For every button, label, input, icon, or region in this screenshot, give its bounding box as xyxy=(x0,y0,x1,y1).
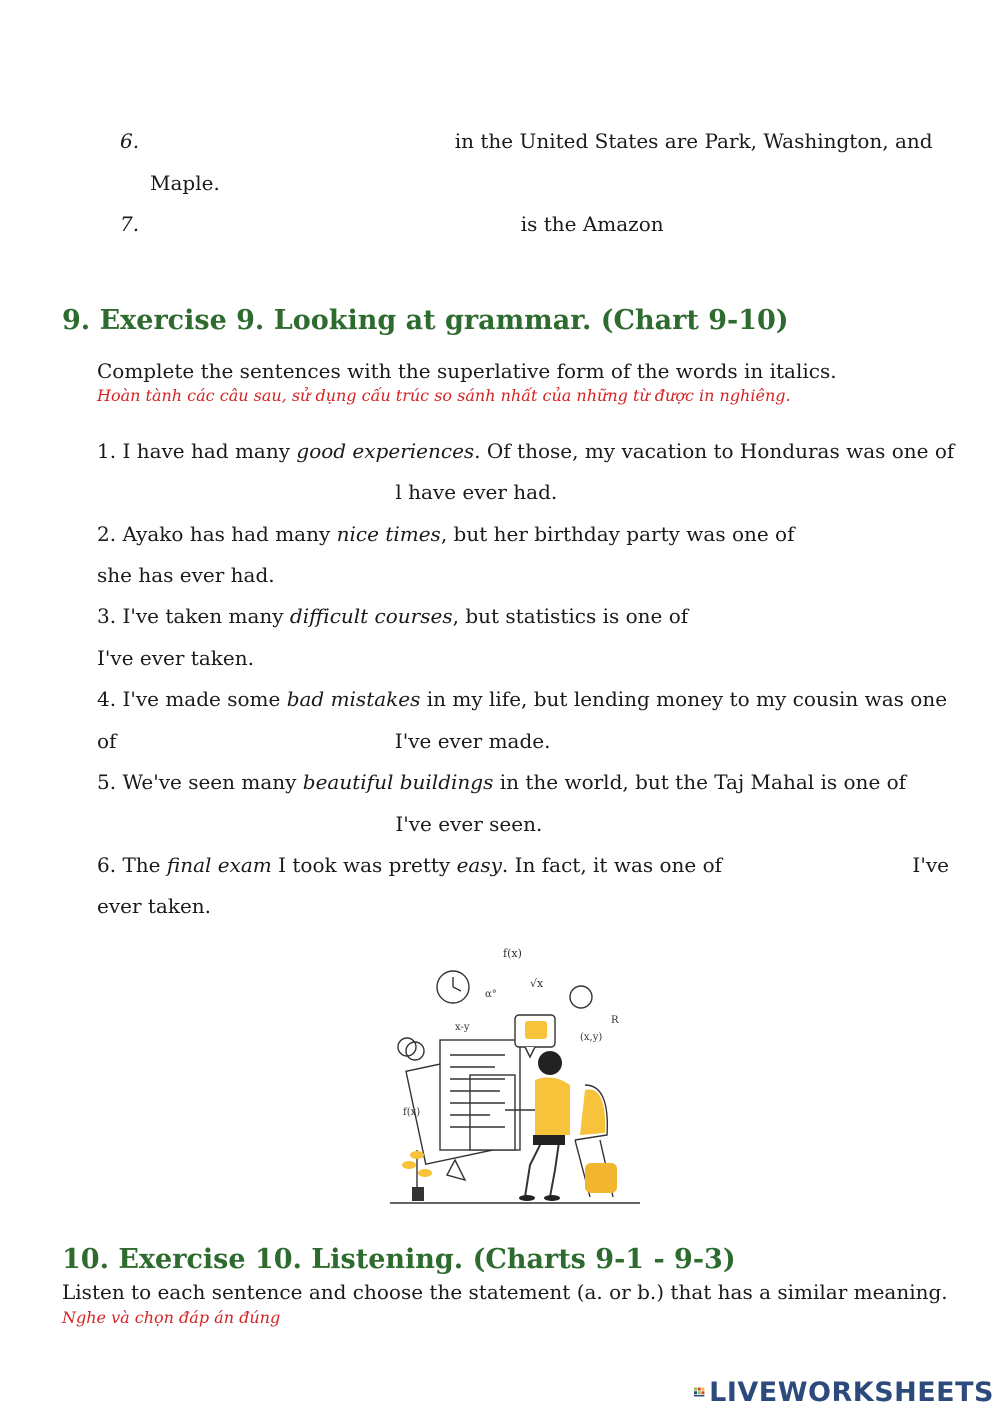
svg-text:α°: α° xyxy=(485,989,497,1000)
svg-text:x-y: x-y xyxy=(455,1022,470,1033)
item-text: 1. I have had many xyxy=(97,439,297,463)
svg-text:f(x): f(x) xyxy=(403,1107,421,1118)
item-number: 6. xyxy=(120,129,140,153)
item-italic-word: final exam xyxy=(166,853,272,877)
item-italic-word: good experiences xyxy=(296,439,475,463)
svg-text:√x: √x xyxy=(530,977,544,990)
student-studying-illustration xyxy=(385,935,645,1210)
item-number: 7. xyxy=(120,212,140,236)
answer-blank-ex9-2[interactable] xyxy=(809,525,945,543)
ex9-item-5 xyxy=(97,770,906,794)
answer-blank-ex9-1[interactable] xyxy=(105,483,389,501)
item-italic-word: nice times xyxy=(336,522,441,546)
prev-item-6-continuation: Maple. xyxy=(150,171,220,195)
exercise-10-instruction-vi: Nghe và chọn đáp án đúng xyxy=(62,1308,281,1327)
gear-icon xyxy=(525,1021,547,1039)
exercise-9-heading: 9. Exercise 9. Looking at grammar. (Chart 9-10) xyxy=(62,305,789,336)
ex9-item-2-continuation: she has ever had. xyxy=(97,563,275,587)
item-text: 6. The xyxy=(97,853,167,877)
answer-blank-prev-7[interactable] xyxy=(162,215,514,233)
svg-text:(x,y): (x,y) xyxy=(580,1032,603,1043)
item-italic-word: bad mistakes xyxy=(286,687,421,711)
backpack-icon xyxy=(585,1163,617,1193)
item-text: 4. I've made some xyxy=(97,687,287,711)
svg-text:f(x): f(x) xyxy=(503,947,522,960)
item-text: l have ever had. xyxy=(395,480,558,504)
ex9-item-1-answer-line xyxy=(105,480,557,504)
exercise-9-instruction: Complete the sentences with the superlative form of the words in italics. xyxy=(97,359,837,383)
item-text: in the United States are Park, Washington, and xyxy=(454,129,933,153)
exercise-10-heading: 10. Exercise 10. Listening. (Charts 9-1 - 9-3) xyxy=(62,1244,736,1275)
answer-blank-ex9-5[interactable] xyxy=(105,815,389,833)
item-text: . Of those, my vacation to Honduras was one of xyxy=(474,439,955,463)
item-text: I've ever made. xyxy=(388,729,551,753)
item-text: is the Amazon xyxy=(520,212,664,236)
item-text: 5. We've seen many xyxy=(97,770,303,794)
ex9-item-2 xyxy=(97,522,945,546)
item-text: in my life, but lending money to my cousin was one xyxy=(420,687,948,711)
exercise-10-instruction: Listen to each sentence and choose the statement (a. or b.) that has a similar meaning. xyxy=(62,1280,948,1304)
prev-item-7 xyxy=(120,212,664,236)
ex9-item-4 xyxy=(97,687,947,711)
item-text: . In fact, it was one of xyxy=(501,853,729,877)
liveworksheets-logo xyxy=(694,1374,994,1410)
answer-blank-ex9-4[interactable] xyxy=(116,732,388,750)
item-italic-word: difficult courses xyxy=(289,604,453,628)
head xyxy=(538,1051,562,1075)
ex9-item-6 xyxy=(97,853,949,877)
answer-blank-ex9-3[interactable] xyxy=(703,607,949,625)
ex9-item-3 xyxy=(97,604,949,628)
ex9-item-3-continuation: I've ever taken. xyxy=(97,646,254,670)
ex9-item-4-answer-line xyxy=(97,729,550,753)
item-text: in the world, but the Taj Mahal is one of xyxy=(493,770,907,794)
item-italic-word: beautiful buildings xyxy=(302,770,494,794)
liveworksheets-logo-icon xyxy=(694,1378,705,1406)
item-text: I've ever seen. xyxy=(395,812,543,836)
item-text: I took was pretty xyxy=(271,853,457,877)
item-text: 3. I've taken many xyxy=(97,604,290,628)
answer-blank-ex9-6[interactable] xyxy=(736,856,912,874)
svg-text:R: R xyxy=(611,1015,619,1026)
ex9-item-5-answer-line xyxy=(105,812,542,836)
item-text: , but her birthday party was one of xyxy=(440,522,801,546)
ex9-item-1 xyxy=(97,439,954,463)
brand-name: LIVEWORKSHEETS xyxy=(709,1376,994,1408)
answer-blank-prev-6[interactable] xyxy=(162,132,440,150)
exercise-9-instruction-vi: Hoàn tành các câu sau, sử dụng cấu trúc so sánh nhất của những từ được in nghiêng. xyxy=(97,386,791,405)
ex9-item-6-continuation: ever taken. xyxy=(97,894,212,918)
item-text: I've xyxy=(912,853,949,877)
item-text: 2. Ayako has had many xyxy=(97,522,337,546)
item-italic-word: easy xyxy=(456,853,502,877)
item-text: of xyxy=(97,729,117,753)
item-text: , but statistics is one of xyxy=(452,604,695,628)
prev-item-6 xyxy=(120,129,933,153)
